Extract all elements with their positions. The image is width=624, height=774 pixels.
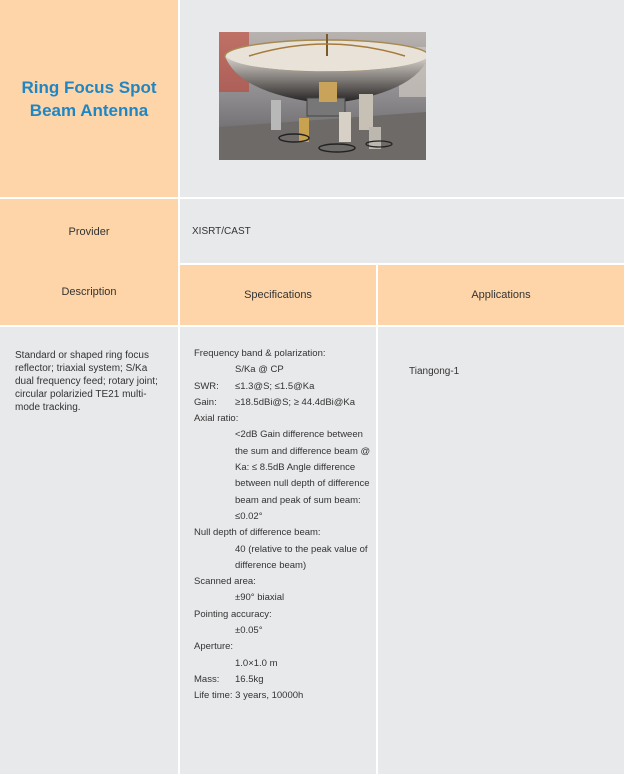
spec-pointing-value: ±0.05°: [235, 625, 263, 637]
spec-list: [194, 346, 372, 705]
applications-cell: [378, 327, 624, 774]
spec-mass-value: 16.5kg: [235, 673, 264, 685]
spec-swr-value: ≤1.3@S; ≤1.5@Ka: [235, 380, 315, 392]
spec-gain-value: ≥18.5dBi@S; ≥ 44.4dBi@Ka: [235, 396, 356, 408]
provider-value-cell: [180, 199, 624, 263]
spec-mass-label: Mass:: [194, 673, 220, 685]
applications-header: Applications: [378, 265, 624, 325]
spec-aperture-label: Aperture:: [194, 641, 234, 653]
spec-null-label: Null depth of difference beam:: [194, 527, 321, 539]
provider-label: Provider: [68, 226, 110, 238]
spec-scan-value: ±90° biaxial: [235, 592, 285, 604]
spec-frequency-label: Frequency band & polarization:: [194, 348, 326, 359]
specifications-cell: [180, 327, 376, 774]
page-title: Ring Focus Spot Beam Antenna: [21, 77, 157, 120]
spec-frequency-value: S/Ka @ CP: [235, 364, 284, 376]
image-cell: [180, 0, 624, 197]
spec-swr: [194, 379, 372, 395]
description-header-cell: [0, 265, 178, 325]
description-cell: [0, 327, 178, 774]
description-header: Description: [61, 286, 117, 298]
spec-mass: [194, 672, 372, 688]
spec-swr-label: SWR:: [194, 380, 219, 392]
title-cell: [0, 0, 178, 197]
provider-value: XISRT/CAST: [192, 226, 251, 237]
antenna-photo: [219, 32, 426, 160]
spec-gain: [194, 395, 372, 411]
spec-scan-label: Scanned area:: [194, 576, 256, 588]
spec-gain-label: Gain:: [194, 396, 217, 408]
spec-axial-label: Axial ratio:: [194, 413, 239, 425]
description-text: Standard or shaped ring focus reflector; triaxial system; S/Ka dual frequency feed; rotary joint; circular polarizied TE21 multi-mode tracking.: [15, 350, 158, 413]
spec-aperture-value: 1.0×1.0 m: [235, 657, 278, 669]
specifications-header: Specifications: [180, 265, 376, 325]
spec-axial-value: <2dB Gain difference between the sum and difference beam @ Ka: ≤ 8.5dB Angle difference between null depth of difference beam and peak of sum beam: ≤0.02°: [235, 429, 371, 522]
spec-lifetime: Life time: 3 years, 10000h: [194, 690, 304, 702]
application-item: Tiangong-1: [409, 366, 460, 377]
spec-pointing-label: Pointing accuracy:: [194, 608, 272, 620]
spec-null-value: 40 (relative to the peak value of difference beam): [235, 543, 368, 571]
